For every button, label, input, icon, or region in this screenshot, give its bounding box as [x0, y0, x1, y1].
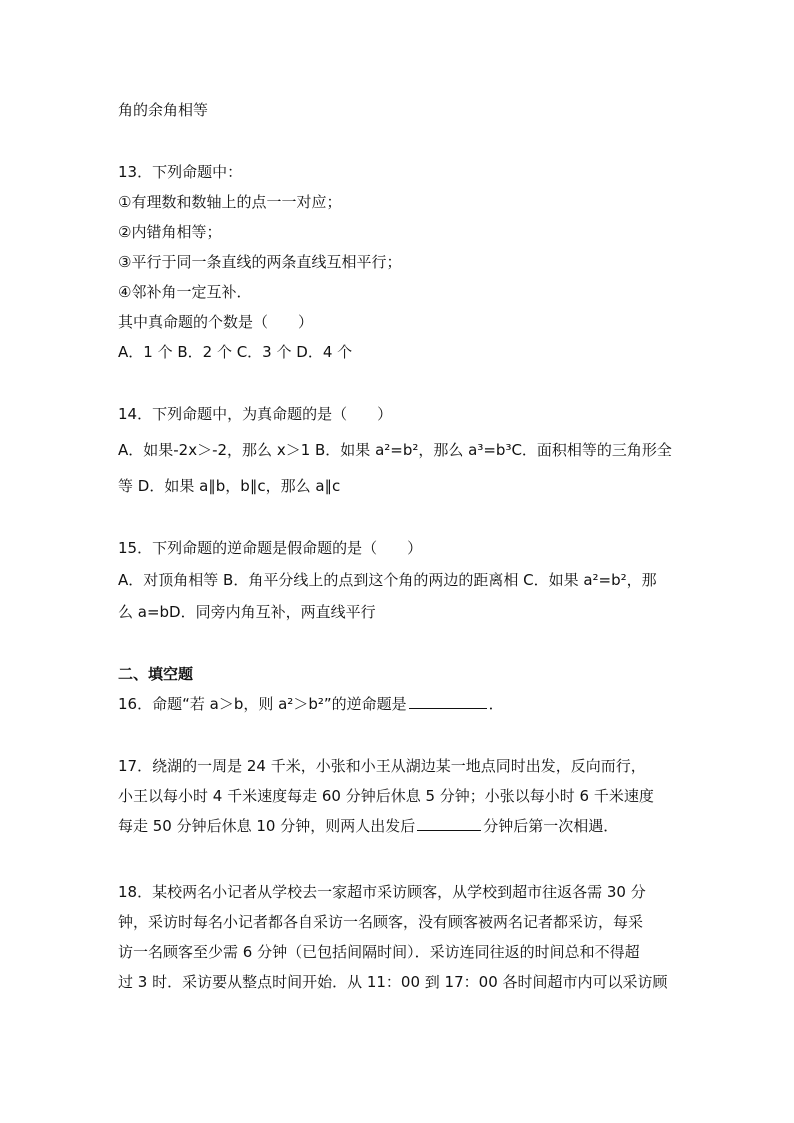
q17-text-before: 每走 50 分钟后休息 10 分钟，则两人出发后 [118, 817, 416, 835]
q13-ask: 其中真命题的个数是（ ） [118, 313, 314, 331]
q14-stem: 14．下列命题中，为真命题的是（ ） [118, 405, 393, 423]
q17-text-after: 分钟后第一次相遇． [483, 817, 619, 835]
q17-line-2: 小王以每小时 4 千米速度每走 60 分钟后休息 5 分钟；小张以每小时 6 千米速度 [118, 787, 654, 805]
q13-item-3: ③平行于同一条直线的两条直线互相平行； [118, 253, 402, 271]
q18-line-4: 过 3 时．采访要从整点时间开始．从 11：00 到 17：00 各时间超市内可以采访顾 [118, 973, 668, 991]
q18-line-1: 18．某校两名小记者从学校去一家超市采访顾客，从学校到超市往返各需 30 分 [118, 883, 646, 901]
q16-text-after: ． [488, 695, 504, 713]
q15-stem: 15．下列命题的逆命题是假命题的是（ ） [118, 539, 423, 557]
q17-line-1: 17．绕湖的一周是 24 千米，小张和小王从湖边某一地点同时出发，反向而行， [118, 757, 646, 775]
q16-answer-blank [409, 693, 487, 709]
document-page [118, 98, 680, 994]
q18-line-2: 钟，采访时每名小记者都各自采访一名顾客，没有顾客被两名记者都采访，每采 [118, 913, 644, 931]
q13-item-2: ②内错角相等； [118, 223, 222, 241]
q14-options-line-1: A．如果-2x＞-2，那么 x＞1 B．如果 a²=b²，那么 a³=b³C．面积相等的三角形全 [118, 441, 672, 459]
q18-line-3: 访一名顾客至少需 6 分钟（已包括间隔时间）．采访连同往返的时间总和不得超 [118, 943, 640, 961]
q14-options-line-2: 等 D．如果 a∥b，b∥c，那么 a∥c [118, 477, 341, 495]
q13-options: A．1 个 B．2 个 C．3 个 D．4 个 [118, 343, 353, 361]
q17-answer-blank [417, 815, 481, 831]
q16-text-before: 16．命题“若 a＞b，则 a²＞b²”的逆命题是 [118, 695, 407, 713]
previous-question-tail: 角的余角相等 [118, 101, 209, 119]
q15-options-line-1: A．对顶角相等 B．角平分线上的点到这个角的两边的距离相 C．如果 a²=b²，那 [118, 571, 657, 589]
q17-line-3 [118, 814, 680, 838]
q15-options-line-2: 么 a=bD．同旁内角互补，两直线平行 [118, 603, 376, 621]
q16-line [118, 692, 680, 716]
section-title-fill-in: 二、填空题 [118, 665, 194, 683]
q13-stem: 13．下列命题中： [118, 163, 243, 181]
q13-item-4: ④邻补角一定互补． [118, 283, 252, 301]
q13-item-1: ①有理数和数轴上的点一一对应； [118, 193, 342, 211]
